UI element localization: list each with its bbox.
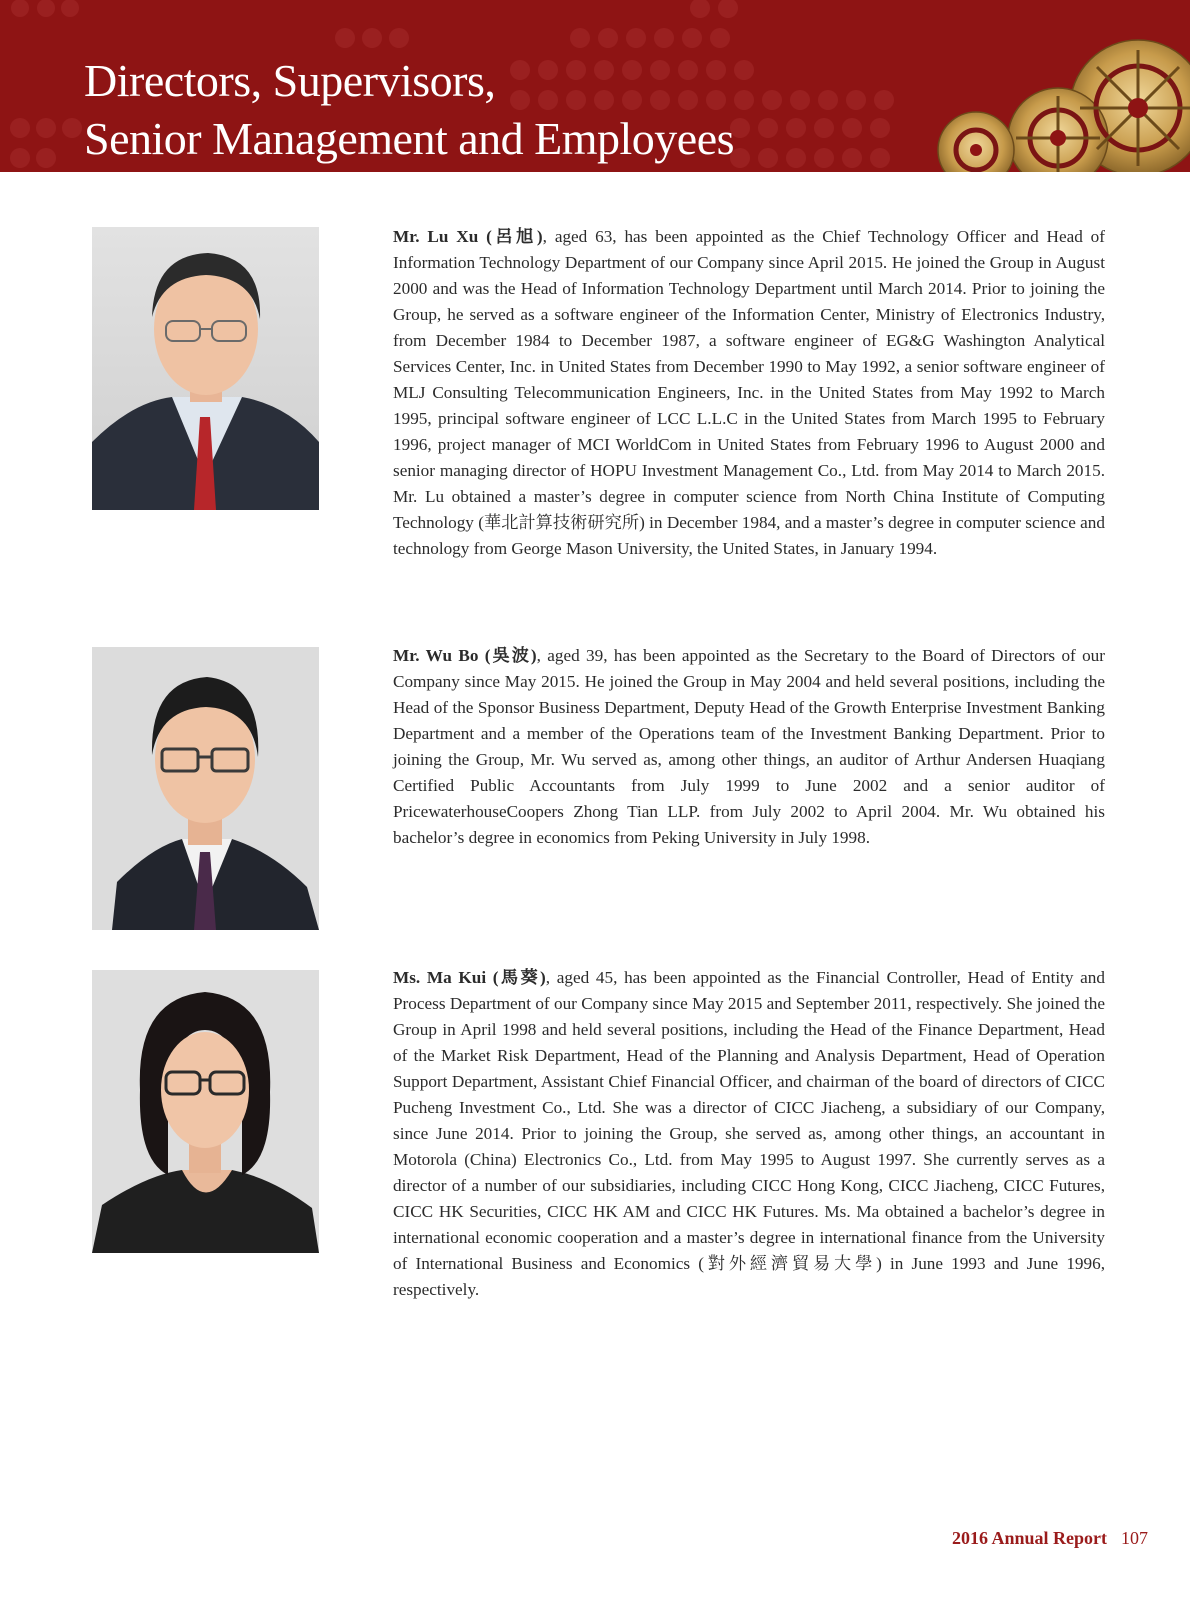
page-title-line-1: Directors, Supervisors, — [84, 55, 496, 106]
bio-ma-kui — [393, 965, 1105, 1303]
page-footer — [952, 1528, 1148, 1549]
gears-icon — [910, 30, 1190, 172]
portrait-lu-xu — [92, 227, 319, 510]
portrait-ma-kui — [92, 970, 319, 1253]
report-label: 2016 Annual Report — [951, 1528, 1107, 1548]
page-title — [84, 52, 734, 168]
bio-body: , aged 63, has been appointed as the Chief Technology Officer and Head of Information Technology Department of our Company since April 2015. He joined the Group in August 2000 and was the Head of Information Technology Department until March 2014. Prior to joining the Group, he served as a software engineer of the Information Center, Ministry of Electronics Industry, from December 1984 to December 1987, a software engineer of EG&G Washington Analytical Services Center, Inc. in United States from December 1990 to May 1992, a senior software engineer of MLJ Consulting Telecommunication Engineers, Inc. in the United States from May 1992 to March 1995, principal software engineer of LCC L.L.C in the United States from March 1995 to February 1996, project manager of MCI WorldCom in United States from February 1996 to August 2000 and senior managing director of HOPU Investment Management Co., Ltd. from May 2014 to March 2015. Mr. Lu obtained a master’s degree in computer science from North China Institute of Computing Technology (華北計算技術研究所) in December 1984, and a master’s degree in computer science and technology from George Mason University, the United States, in January 1994. — [393, 227, 1105, 558]
bio-body: , aged 39, has been appointed as the Secretary to the Board of Directors of our Company since May 2015. He joined the Group in May 2004 and held several positions, including the Head of the Sponsor Business Department, Deputy Head of the Growth Enterprise Investment Banking Department and a member of the Operations team of the Investment Banking Department. Prior to joining the Group, Mr. Wu served as, among other things, an auditor of Arthur Andersen Huaqiang Certified Public Accountants from July 1999 to June 2002 and a senior auditor of PricewaterhouseCoopers Zhong Tian LLP. from July 2002 to April 2004. Mr. Wu obtained his bachelor’s degree in economics from Peking University in July 1998. — [393, 646, 1105, 847]
portrait-wu-bo — [92, 647, 319, 930]
header-banner — [0, 0, 1190, 172]
bio-name: Mr. Lu Xu (呂旭) — [393, 227, 543, 246]
bio-wu-bo — [393, 643, 1105, 851]
bio-lu-xu — [393, 224, 1105, 562]
bio-name: Mr. Wu Bo (吳波) — [393, 646, 537, 665]
page-title-line-2: Senior Management and Employees — [84, 113, 735, 164]
bio-name: Ms. Ma Kui (馬葵) — [393, 968, 546, 987]
bio-body: , aged 45, has been appointed as the Financial Controller, Head of Entity and Process Department of our Company since May 2015 and September 2011, respectively. She joined the Group in April 1998 and held several positions, including the Head of the Finance Department, Head of the Market Risk Department, Head of the Planning and Analysis Department, Head of Operation Support Department, Assistant Chief Financial Officer, and chairman of the board of directors of CICC Pucheng Investment Co., Ltd. She was a director of CICC Jiacheng, a subsidiary of our Company, since June 2014. Prior to joining the Group, she served as, among other things, an accountant in Motorola (China) Electronics Co., Ltd. from May 1995 to August 1997. She currently serves as a director of a number of our subsidiaries, including CICC Hong Kong, CICC Jiacheng, CICC Futures, CICC HK Securities, CICC HK AM and CICC HK Futures. Ms. Ma obtained a bachelor’s degree in international economic cooperation and a master’s degree in international finance from the University of International Business and Economics (對外經濟貿易大學) in June 1993 and June 1996, respectively. — [393, 968, 1105, 1299]
page-number: 107 — [1121, 1528, 1148, 1548]
